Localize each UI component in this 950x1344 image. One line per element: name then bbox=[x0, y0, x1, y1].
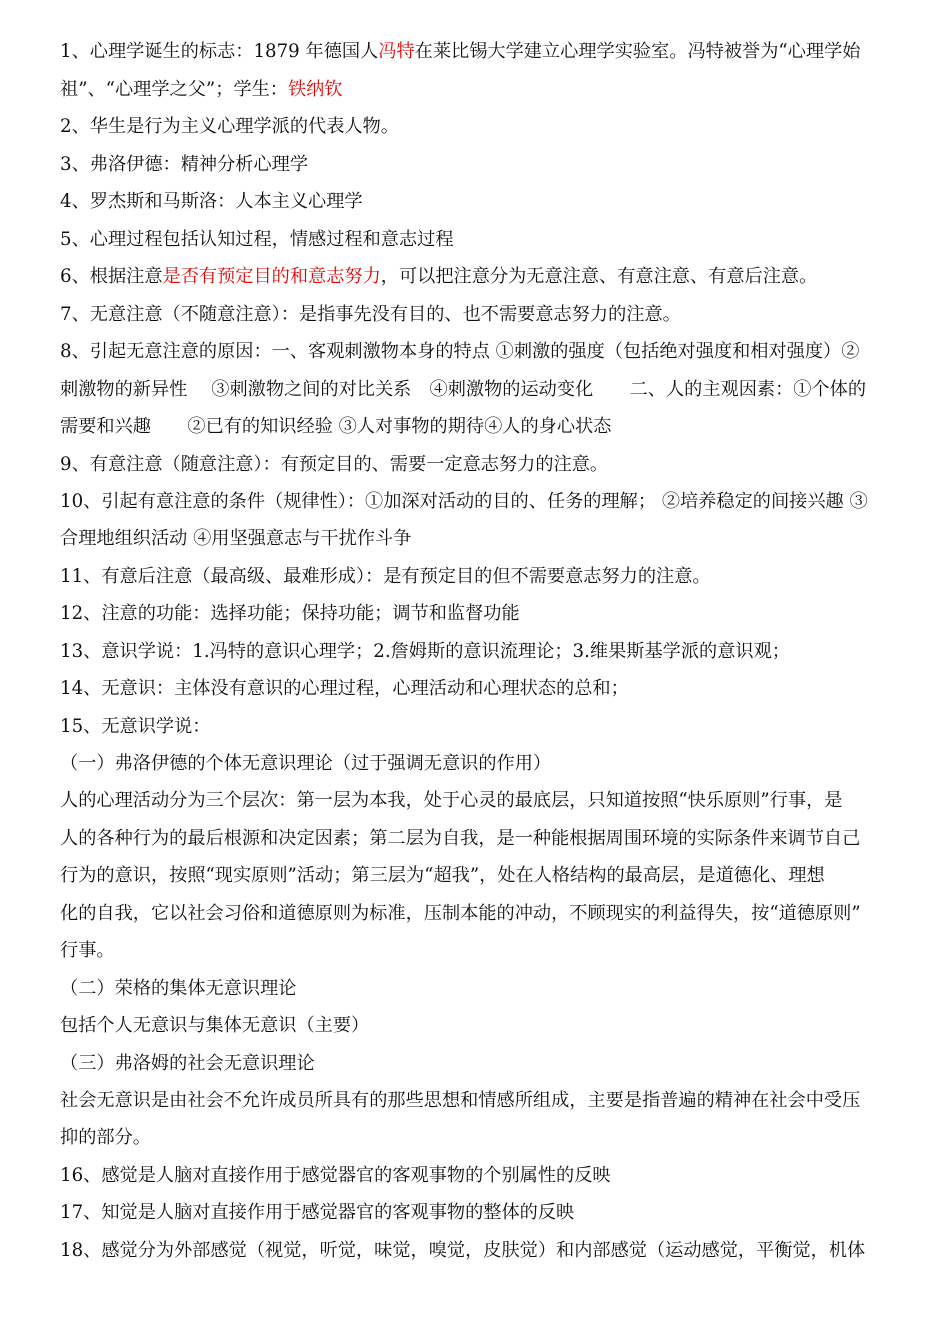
text-segment: 1、心理学诞生的标志：1879 年德国人 bbox=[60, 41, 379, 62]
text-line: 18、感觉分为外部感觉（视觉，听觉，味觉，嗅觉，皮肤觉）和内部感觉（运动感觉，平衡觉，机体 bbox=[60, 1240, 866, 1261]
text-line: 2、华生是行为主义心理学派的代表人物。 bbox=[60, 116, 399, 137]
section-heading: （一）弗洛伊德的个体无意识理论（过于强调无意识的作用） bbox=[60, 753, 552, 774]
text-line: 行事。 bbox=[60, 940, 115, 961]
highlighted-name: 冯特 bbox=[378, 41, 415, 62]
text-line: 8、引起无意注意的原因：一、客观刺激物本身的特点 ①刺激的强度（包括绝对强度和相对强度）② bbox=[60, 341, 860, 362]
text-line: 合理地组织活动 ④用坚强意志与干扰作斗争 bbox=[60, 528, 412, 549]
text-line: 抑的部分。 bbox=[60, 1127, 151, 1148]
text-line: 需要和兴趣 ②已有的知识经验 ③人对事物的期待④人的身心状态 bbox=[60, 416, 612, 437]
text-line: 包括个人无意识与集体无意识（主要） bbox=[60, 1015, 370, 1036]
text-line: 16、感觉是人脑对直接作用于感觉器官的客观事物的个别属性的反映 bbox=[60, 1165, 611, 1186]
text-line bbox=[60, 78, 910, 104]
text-line: 17、知觉是人脑对直接作用于感觉器官的客观事物的整体的反映 bbox=[60, 1202, 575, 1223]
text-line bbox=[60, 265, 910, 291]
highlighted-phrase: 是否有预定目的和意志努力 bbox=[162, 266, 381, 287]
text-segment: 在莱比锡大学建立心理学实验室。冯特被誉为“心理学始 bbox=[414, 41, 861, 62]
section-heading: （二）荣格的集体无意识理论 bbox=[60, 978, 297, 999]
text-segment: 祖”、“心理学之父”；学生： bbox=[60, 79, 288, 100]
text-line: 3、弗洛伊德：精神分析心理学 bbox=[60, 154, 309, 175]
text-line: 12、注意的功能：选择功能；保持功能；调节和监督功能 bbox=[60, 603, 520, 624]
text-segment: ，可以把注意分为无意注意、有意注意、有意后注意。 bbox=[380, 266, 818, 287]
text-line bbox=[60, 40, 910, 66]
text-line: 化的自我，它以社会习俗和道德原则为标准，压制本能的冲动，不顾现实的利益得失，按“道德原则” bbox=[60, 903, 861, 924]
text-line: 14、无意识：主体没有意识的心理过程，心理活动和心理状态的总和； bbox=[60, 678, 629, 699]
text-line: 人的心理活动分为三个层次：第一层为本我，处于心灵的最底层，只知道按照“快乐原则”行事，是 bbox=[60, 790, 843, 811]
text-line: 人的各种行为的最后根源和决定因素；第二层为自我，是一种能根据周围环境的实际条件来调节自己 bbox=[60, 828, 861, 849]
text-line: 11、有意后注意（最高级、最难形成）：是有预定目的但不需要意志努力的注意。 bbox=[60, 566, 711, 587]
text-segment: 6、根据注意 bbox=[60, 266, 163, 287]
text-line: 13、意识学说：1.冯特的意识心理学；2.詹姆斯的意识流理论；3.维果斯基学派的意识观； bbox=[60, 641, 790, 662]
highlighted-name: 铁纳钦 bbox=[287, 79, 343, 100]
section-heading: （三）弗洛姆的社会无意识理论 bbox=[60, 1053, 315, 1074]
text-line: 15、无意识学说： bbox=[60, 716, 211, 737]
text-line: 行为的意识，按照“现实原则”活动；第三层为“超我”，处在人格结构的最高层，是道德化、理想 bbox=[60, 865, 825, 886]
text-line: 7、无意注意（不随意注意）：是指事先没有目的、也不需要意志努力的注意。 bbox=[60, 304, 681, 325]
text-line: 5、心理过程包括认知过程，情感过程和意志过程 bbox=[60, 229, 454, 250]
text-line: 刺激物的新异性 ③刺激物之间的对比关系 ④刺激物的运动变化 二、人的主观因素：①个体的 bbox=[60, 379, 867, 400]
text-line: 社会无意识是由社会不允许成员所具有的那些思想和情感所组成，主要是指普遍的精神在社会中受压 bbox=[60, 1090, 861, 1111]
text-line: 9、有意注意（随意注意）：有预定目的、需要一定意志努力的注意。 bbox=[60, 454, 609, 475]
text-line: 10、引起有意注意的条件（规律性）：①加深对活动的目的、任务的理解； ②培养稳定的间接兴趣 ③ bbox=[60, 491, 868, 512]
text-line: 4、罗杰斯和马斯洛：人本主义心理学 bbox=[60, 191, 363, 212]
